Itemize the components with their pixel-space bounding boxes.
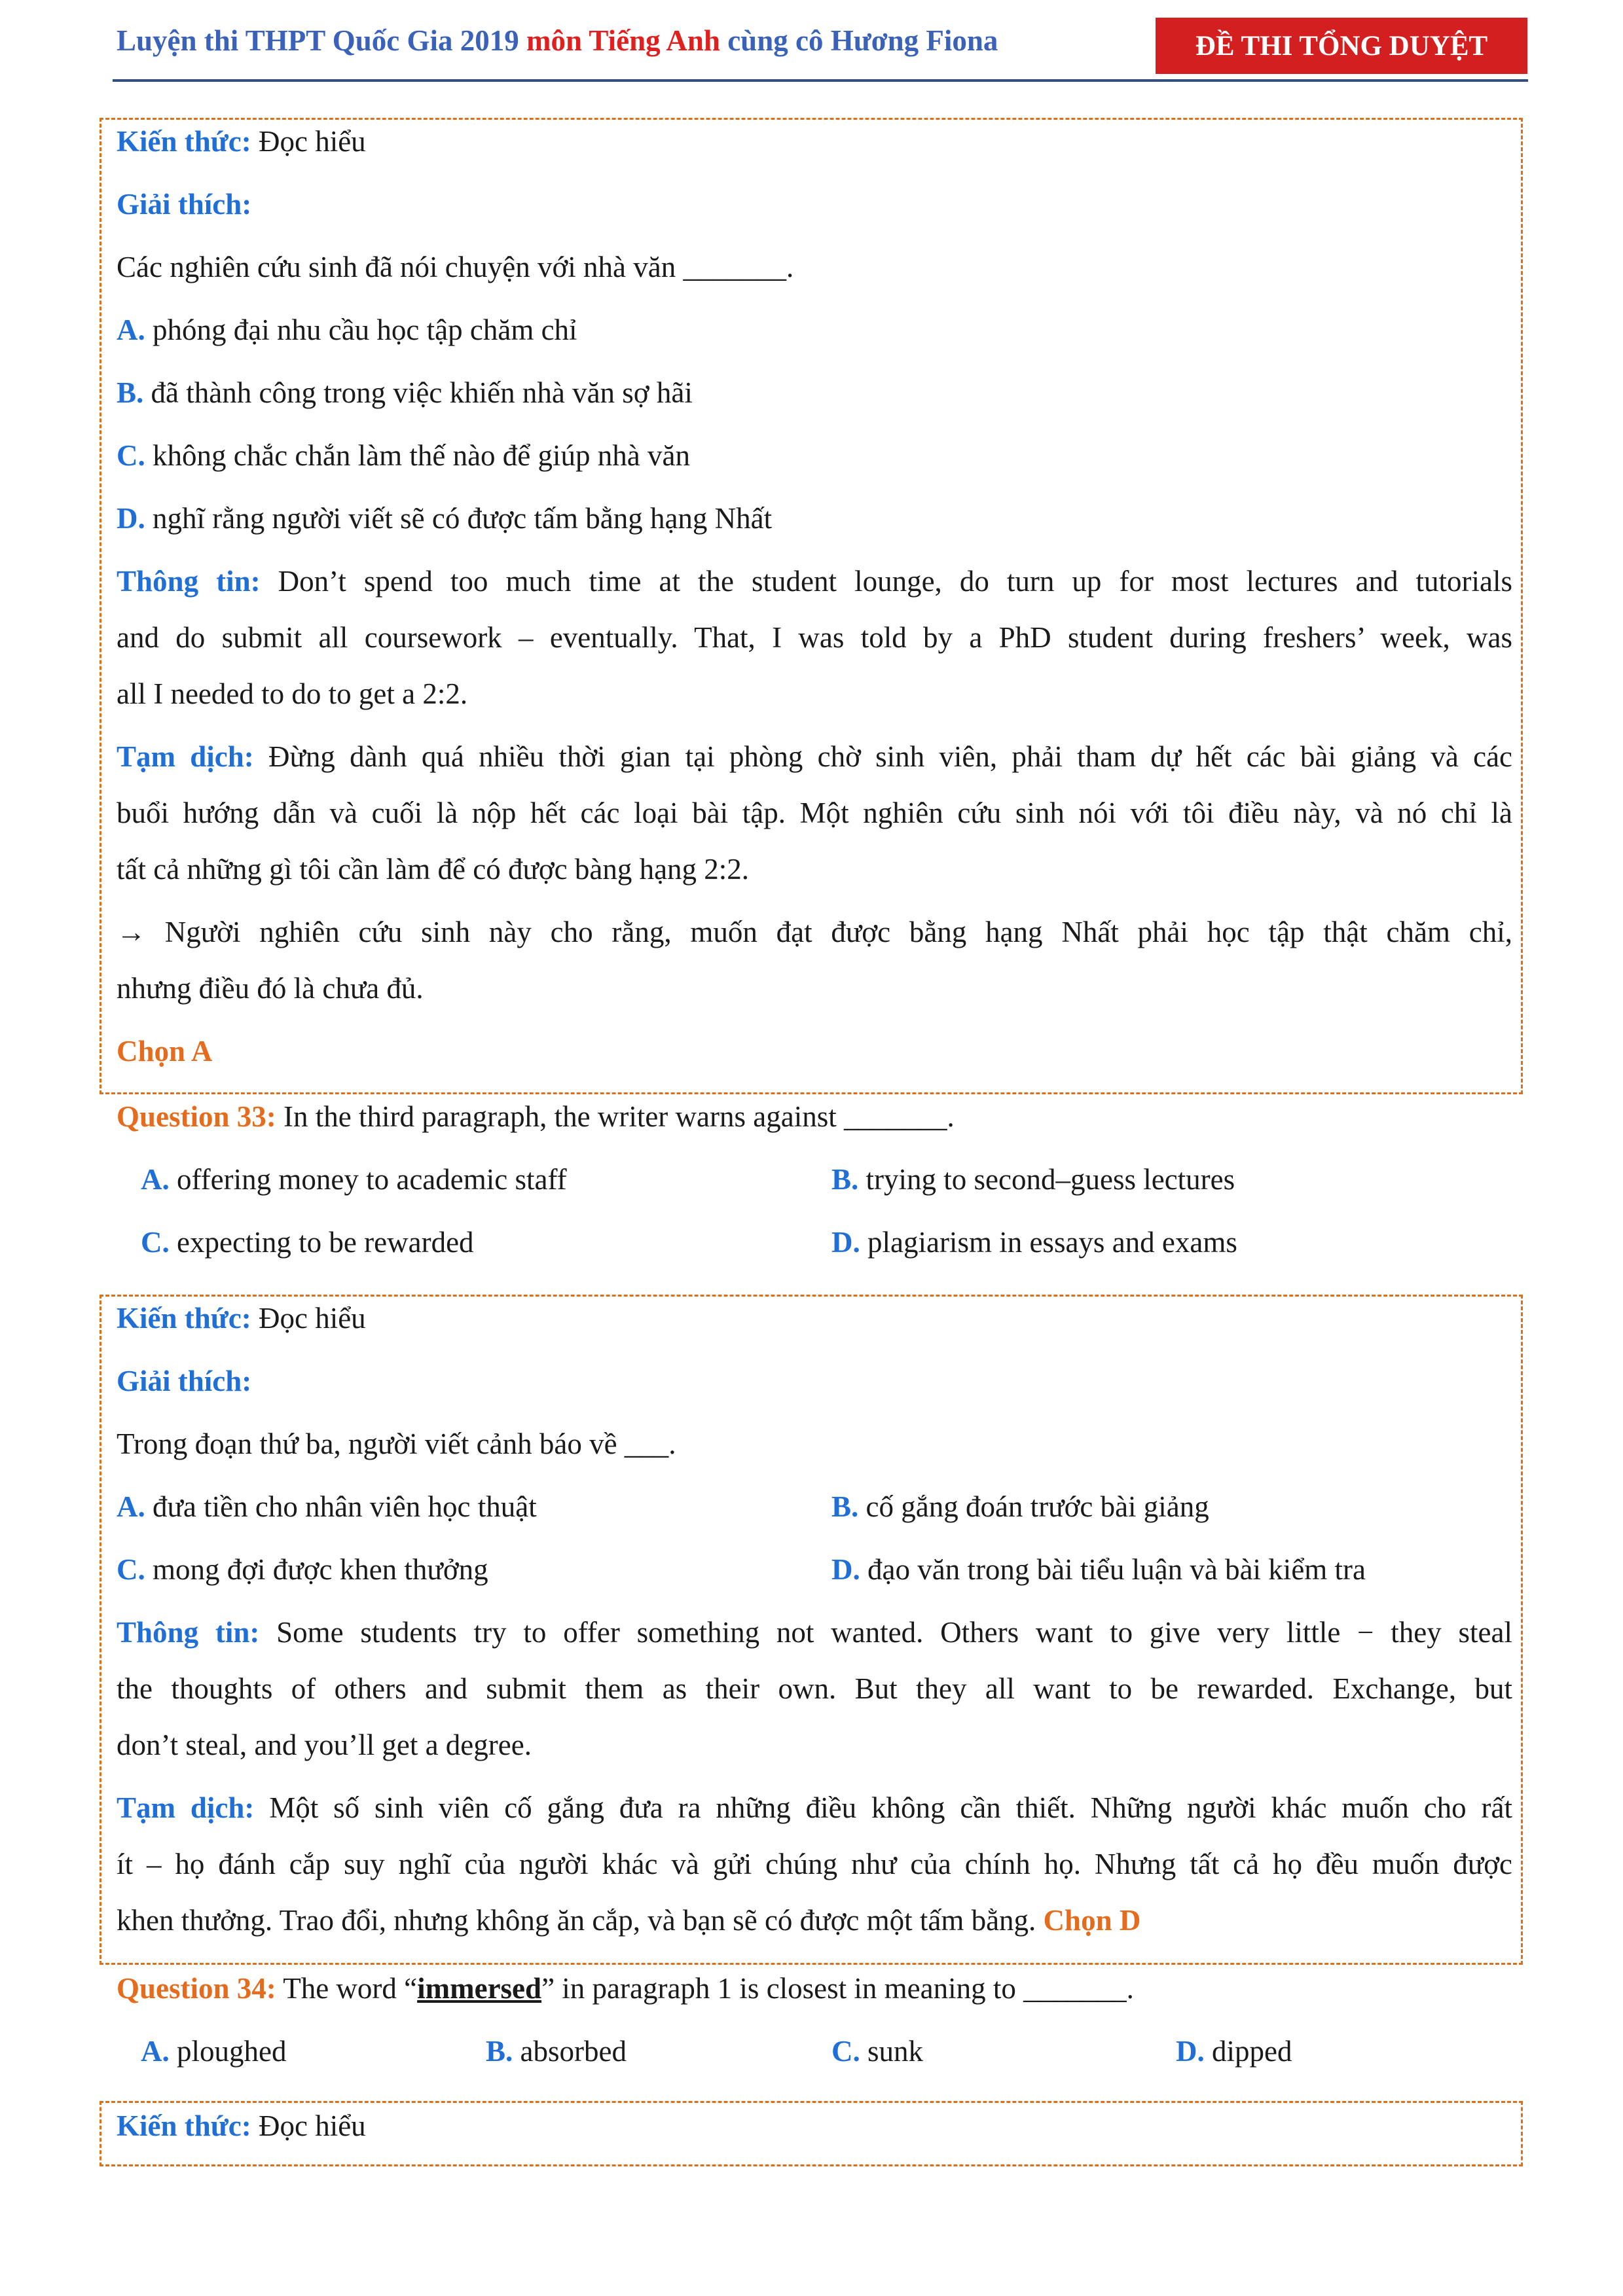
info-label: Thông tin: bbox=[117, 1616, 260, 1649]
conclusion-line-2: nhưng điều đó là chưa đủ. bbox=[117, 972, 424, 1005]
q33-option-b bbox=[831, 1160, 1235, 1199]
question-label: Question 34: bbox=[117, 1972, 276, 2005]
info-line-3: all I needed to do to get a 2:2. bbox=[117, 677, 468, 710]
answer-label: Chọn A bbox=[117, 1035, 213, 1067]
translation-label: Tạm dịch: bbox=[117, 740, 254, 773]
option-letter: C. bbox=[141, 1226, 170, 1259]
q34-option-a bbox=[141, 2032, 286, 2071]
translation-label: Tạm dịch: bbox=[117, 1791, 255, 1824]
conclusion-text: Người nghiên cứu sinh này cho rằng, muốn đạt được bằng hạng Nhất phải học tập thật chăm chỉ, bbox=[146, 916, 1512, 948]
option-b-translation bbox=[831, 1487, 1209, 1526]
knowledge-label: Kiến thức: bbox=[117, 1302, 251, 1335]
question-34 bbox=[117, 1969, 1134, 2008]
info-label: Thông tin: bbox=[117, 565, 261, 598]
translation-line-2: ít – họ đánh cắp suy nghĩ của người khác và gửi chúng như của chính họ. Nhưng tất cả họ đều muốn được bbox=[117, 1848, 1512, 1880]
info-line-2: the thoughts of others and submit them as their own. But they all want to be rewarded. Exchange, but bbox=[117, 1672, 1512, 1705]
option-text: đã thành công trong việc khiến nhà văn sợ hãi bbox=[143, 376, 693, 409]
info-text: Some students try to offer something not wanted. Others want to give very little − they steal bbox=[259, 1616, 1512, 1649]
q34-option-d bbox=[1176, 2032, 1292, 2071]
knowledge-value: Đọc hiểu bbox=[251, 125, 366, 158]
option-a-translation bbox=[117, 310, 577, 350]
translation-line-2: buổi hướng dẫn và cuối là nộp hết các loại bài tập. Một nghiên cứu sinh nói với tôi điều này, và nó chỉ là bbox=[117, 797, 1512, 829]
header-title-part3: cùng cô Hương Fiona bbox=[720, 24, 998, 57]
header-title-part1: Luyện thi THPT Quốc Gia 2019 bbox=[117, 24, 526, 57]
option-letter: B. bbox=[117, 376, 144, 409]
info-line-3: don’t steal, and you’ll get a degree. bbox=[117, 1729, 532, 1761]
option-text: phóng đại nhu cầu học tập chăm chỉ bbox=[145, 314, 577, 346]
header-title-subject: môn Tiếng Anh bbox=[526, 24, 720, 57]
question-label: Question 33: bbox=[117, 1100, 276, 1133]
question-text: ” in paragraph 1 is closest in meaning to _______. bbox=[541, 1972, 1134, 2005]
option-letter: B. bbox=[831, 1163, 859, 1196]
arrow-icon: → bbox=[117, 916, 146, 948]
option-text: offering money to academic staff bbox=[169, 1163, 567, 1196]
option-letter: D. bbox=[831, 1553, 860, 1586]
knowledge-label: Kiến thức: bbox=[117, 125, 251, 158]
q33-option-c bbox=[141, 1223, 474, 1262]
question-translation: Các nghiên cứu sinh đã nói chuyện với nhà văn _______. bbox=[117, 251, 794, 283]
option-letter: D. bbox=[831, 1226, 860, 1259]
option-letter: A. bbox=[141, 2035, 170, 2068]
option-letter: C. bbox=[831, 2035, 860, 2068]
explanation-label: Giải thích: bbox=[117, 188, 252, 221]
option-text: absorbed bbox=[513, 2035, 627, 2068]
option-text: nghĩ rằng người viết sẽ có được tấm bằng hạng Nhất bbox=[145, 502, 773, 535]
option-text: không chắc chắn làm thế nào để giúp nhà văn bbox=[145, 439, 690, 472]
option-letter: D. bbox=[1176, 2035, 1205, 2068]
exam-type-badge: ĐỀ THI TỔNG DUYỆT bbox=[1156, 18, 1527, 74]
header-title bbox=[117, 24, 998, 58]
option-text: cố gắng đoán trước bài giảng bbox=[858, 1490, 1209, 1523]
knowledge-value: Đọc hiểu bbox=[251, 2109, 366, 2142]
option-text: plagiarism in essays and exams bbox=[860, 1226, 1237, 1259]
option-letter: D. bbox=[117, 502, 145, 535]
q33-option-d bbox=[831, 1223, 1237, 1262]
question-text: In the third paragraph, the writer warns against _______. bbox=[276, 1100, 955, 1133]
option-d-translation bbox=[831, 1550, 1366, 1589]
option-text: đạo văn trong bài tiểu luận và bài kiểm tra bbox=[860, 1553, 1366, 1586]
knowledge-value: Đọc hiểu bbox=[251, 1302, 366, 1335]
explanation-label: Giải thích: bbox=[117, 1365, 252, 1397]
knowledge-line bbox=[117, 122, 366, 161]
option-text: sunk bbox=[860, 2035, 924, 2068]
question-text: The word “ bbox=[276, 1972, 418, 2005]
option-text: trying to second–guess lectures bbox=[858, 1163, 1235, 1196]
q34-option-b bbox=[486, 2032, 627, 2071]
knowledge-label: Kiến thức: bbox=[117, 2109, 251, 2142]
question-translation: Trong đoạn thứ ba, người viết cảnh báo về ___. bbox=[117, 1427, 676, 1460]
info-line-2: and do submit all coursework – eventually. That, I was told by a PhD student during freshers’ week, was bbox=[117, 621, 1512, 654]
info-text: Don’t spend too much time at the student lounge, do turn up for most lectures and tutorials bbox=[260, 565, 1512, 598]
option-b-translation bbox=[117, 373, 693, 412]
knowledge-line bbox=[117, 2106, 366, 2145]
option-letter: C. bbox=[117, 1553, 145, 1586]
question-33 bbox=[117, 1097, 955, 1136]
page-header bbox=[0, 0, 1623, 85]
option-letter: A. bbox=[117, 1490, 145, 1523]
header-divider bbox=[113, 79, 1528, 82]
option-text: expecting to be rewarded bbox=[169, 1226, 474, 1259]
option-d-translation bbox=[117, 499, 772, 538]
option-text: ploughed bbox=[169, 2035, 287, 2068]
translation-text: khen thưởng. Trao đổi, nhưng không ăn cắp, và bạn sẽ có được một tấm bằng. bbox=[117, 1904, 1044, 1937]
option-letter: A. bbox=[117, 314, 145, 346]
q34-option-c bbox=[831, 2032, 923, 2071]
translation-line-1 bbox=[117, 1788, 1512, 1827]
option-letter: B. bbox=[486, 2035, 513, 2068]
option-letter: A. bbox=[141, 1163, 170, 1196]
option-a-translation bbox=[117, 1487, 537, 1526]
translation-text: Đừng dành quá nhiều thời gian tại phòng chờ sinh viên, phải tham dự hết các bài giảng và các bbox=[253, 740, 1513, 773]
option-letter: B. bbox=[831, 1490, 859, 1523]
translation-line-3 bbox=[117, 1901, 1140, 1940]
info-line-1 bbox=[117, 1613, 1512, 1652]
q33-option-a bbox=[141, 1160, 567, 1199]
answer-label: Chọn D bbox=[1043, 1904, 1141, 1937]
option-c-translation bbox=[117, 436, 690, 475]
option-c-translation bbox=[117, 1550, 488, 1589]
option-letter: C. bbox=[117, 439, 145, 472]
knowledge-line bbox=[117, 1299, 366, 1338]
option-text: dipped bbox=[1204, 2035, 1292, 2068]
translation-line-1 bbox=[117, 737, 1512, 776]
question-keyword: immersed bbox=[417, 1972, 542, 2005]
option-text: đưa tiền cho nhân viên học thuật bbox=[145, 1490, 537, 1523]
translation-text: Một số sinh viên cố gắng đưa ra những điều không cần thiết. Những người khác muốn cho rất bbox=[254, 1791, 1512, 1824]
option-text: mong đợi được khen thưởng bbox=[145, 1553, 488, 1586]
conclusion-line-1 bbox=[117, 912, 1512, 952]
info-line-1 bbox=[117, 562, 1512, 601]
translation-line-3: tất cả những gì tôi cần làm để có được bàng hạng 2:2. bbox=[117, 853, 750, 886]
